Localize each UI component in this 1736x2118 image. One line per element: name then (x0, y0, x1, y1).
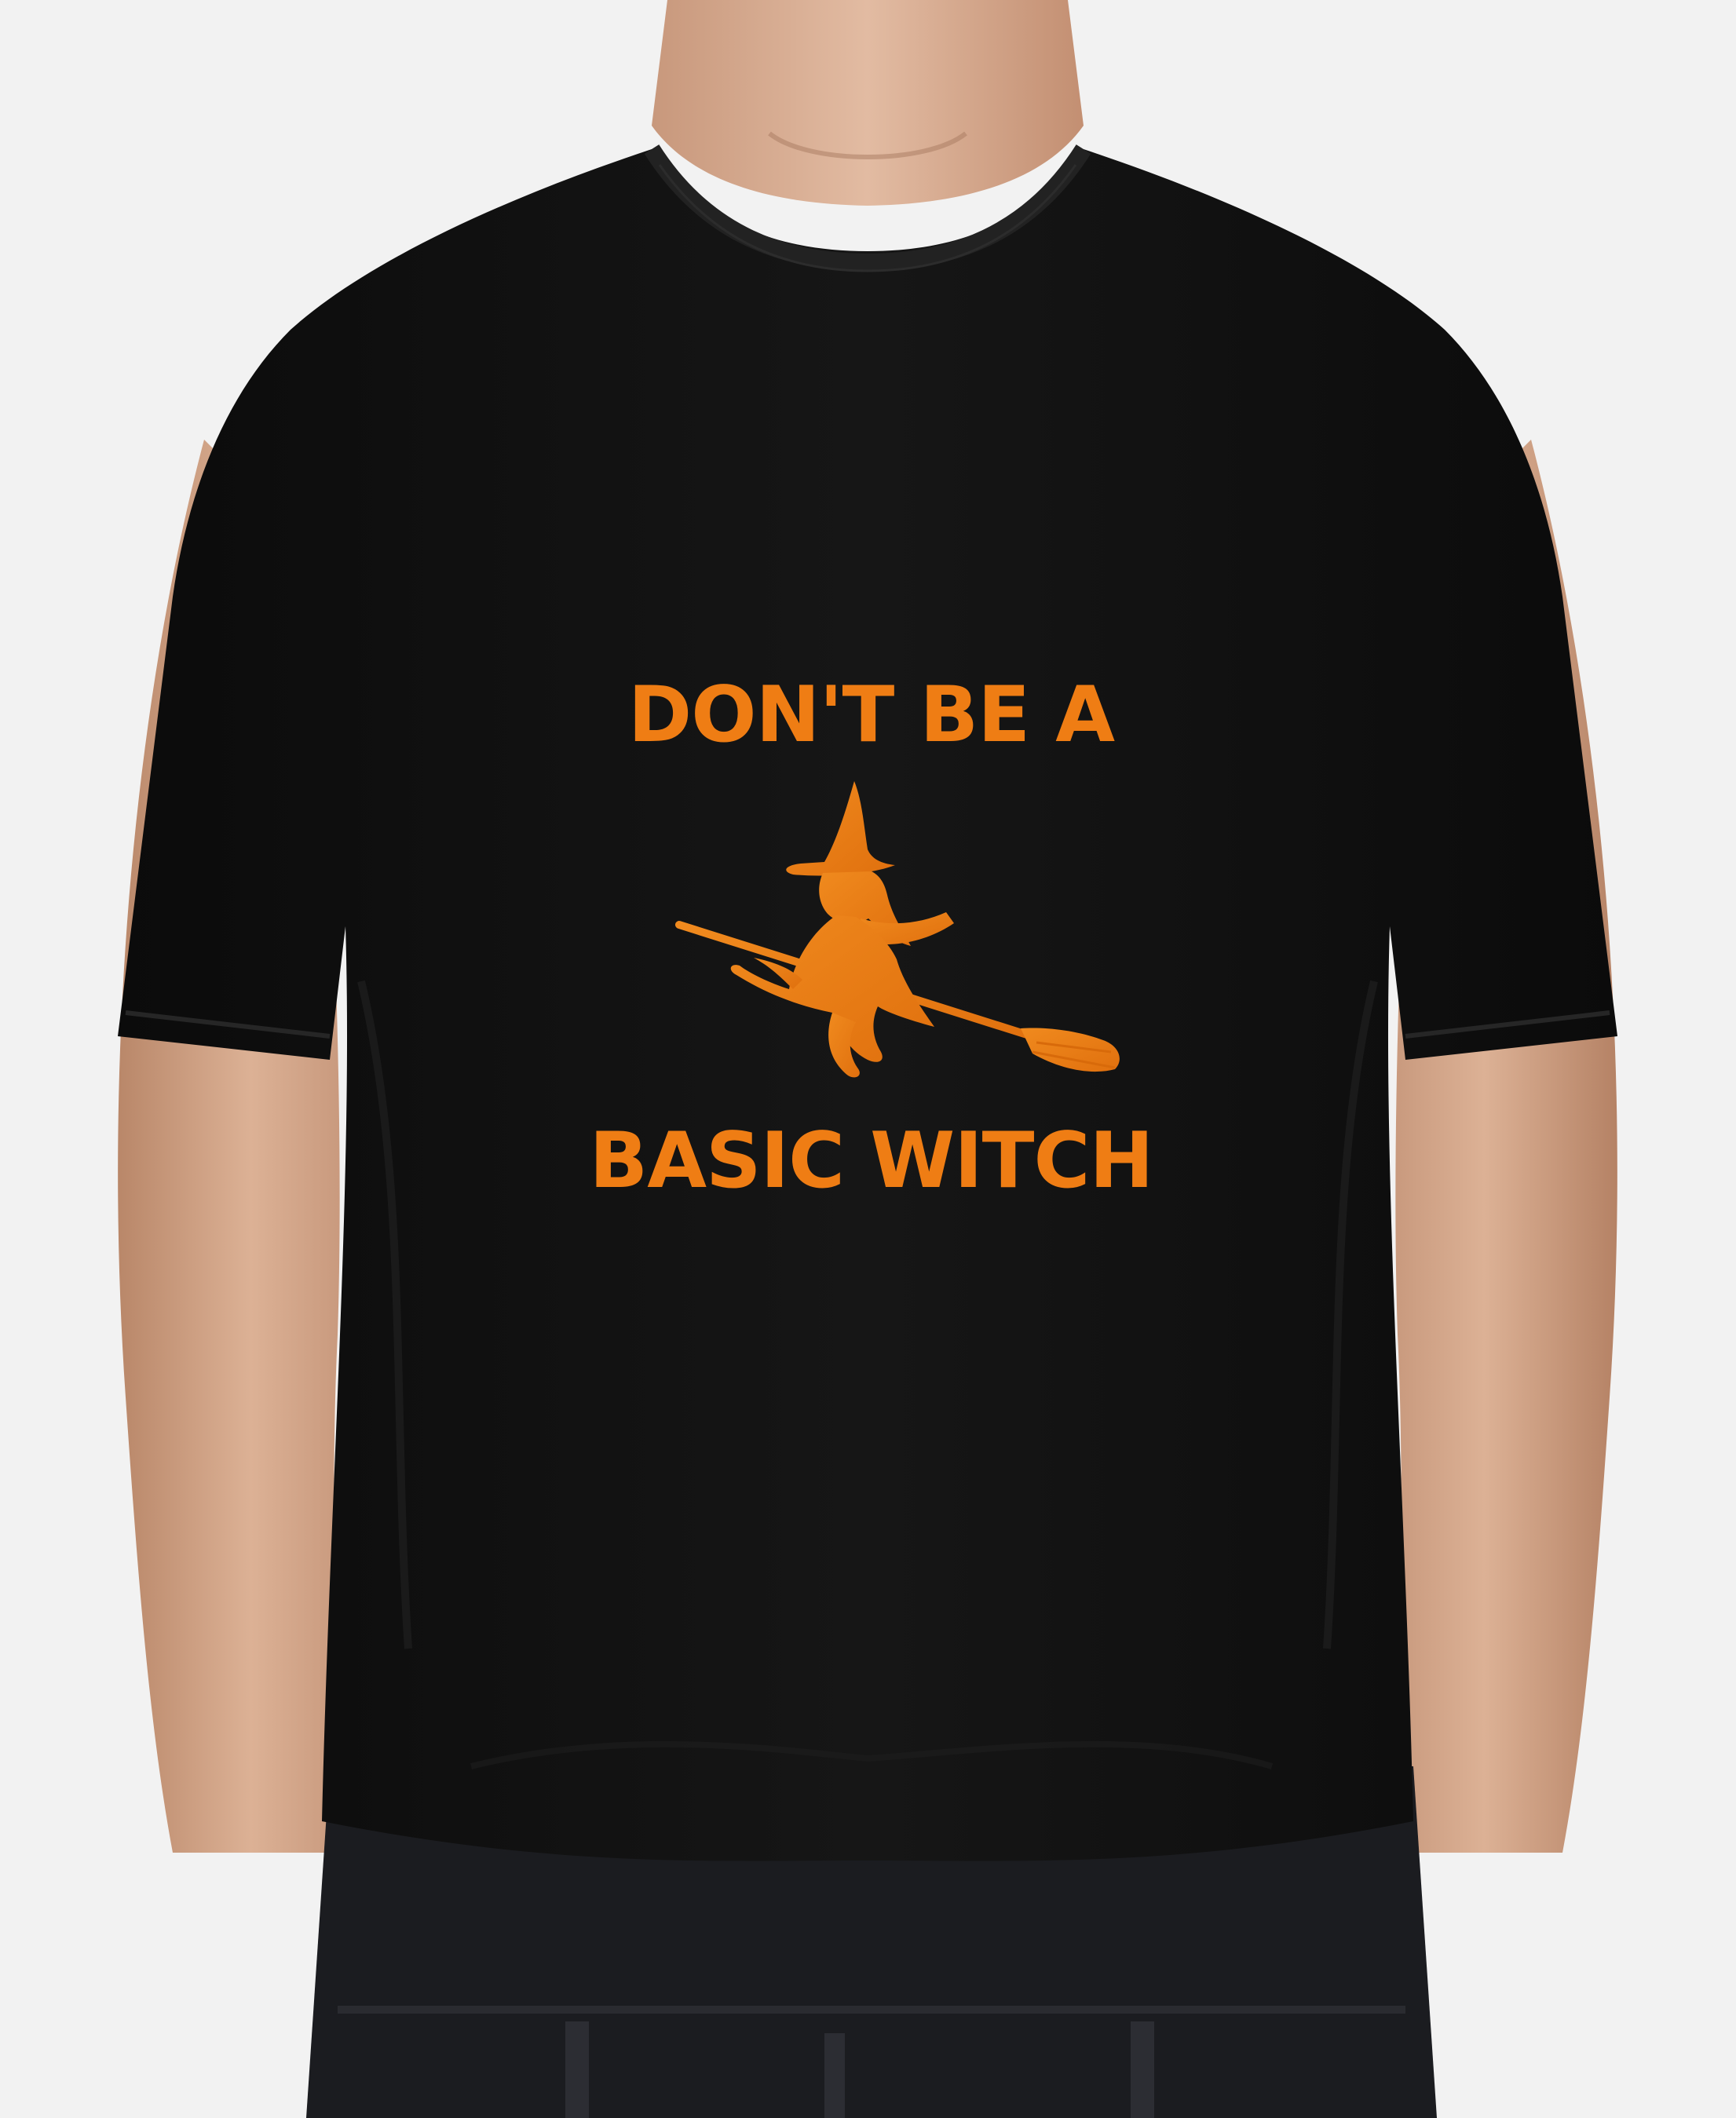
witch-on-broomstick-icon (675, 777, 1131, 1083)
shirt-print-line-1: DON'T BE A (627, 670, 1115, 760)
shirt-print-line-2: BASIC WITCH (589, 1116, 1153, 1206)
neck (652, 0, 1084, 206)
